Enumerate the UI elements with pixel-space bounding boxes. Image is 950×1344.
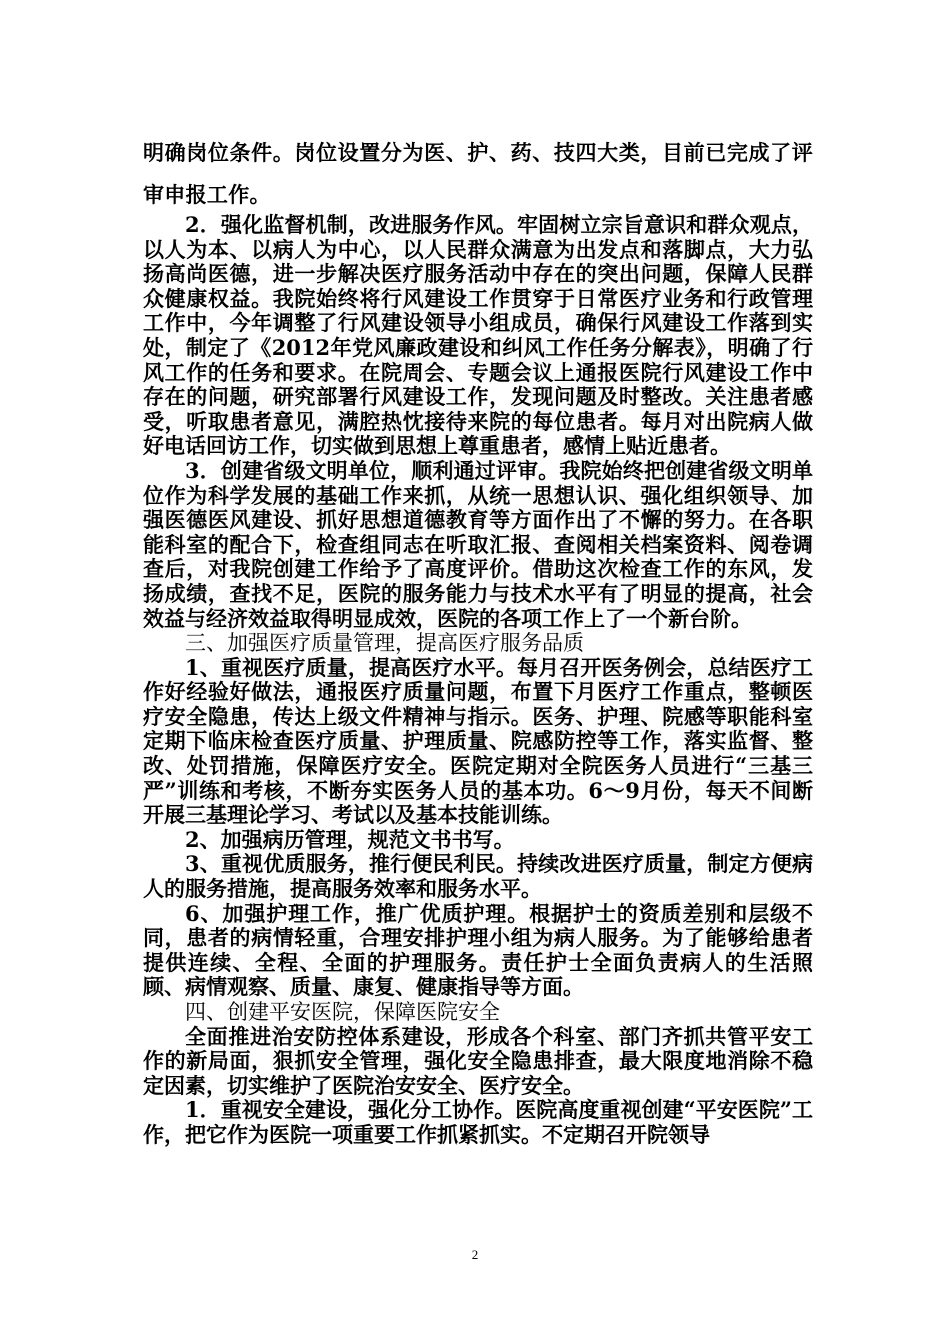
paragraph: 2．强化监督机制，改进服务作风。牢固树立宗旨意识和群众观点，以人为本、以病人为中心，以人民群众满意为出发点和落脚点，大力弘扬高尚医德，进一步解决医疗服务活动中存在的突出问题，保障人民群众健康权益。我院始终将行风建设工作贯穿于日常医疗业务和行政管理工作中，今年调整了行风建设领导小组成员，确保行风建设工作落到实处，制定了《2012年党风廉政建设和纠风工作任务分解表》，明确了行风工作的任务和要求。在院周会、专题会议上通报医院行风建设工作中存在的问题，研究部署行风建设工作，发现问题及时整改。关注患者感受，听取患者意见，满腔热忱接待来院的每位患者。每月对出院病人做好电话回访工作，切实做到思想上尊重患者，感情上贴近患者。: [143, 212, 813, 459]
paragraph: 1．重视安全建设，强化分工协作。医院高度重视创建“平安医院”工作，把它作为医院一项重要工作抓紧抓实。不定期召开院领导: [143, 1097, 813, 1147]
paragraph: 3．创建省级文明单位，顺利通过评审。我院始终把创建省级文明单位作为科学发展的基础工作来抓，从统一思想认识、强化组织领导、加强医德医风建设、抓好思想道德教育等方面作出了不懈的努力。在各职能科室的配合下，检查组同志在听取汇报、查阅相关档案资料、阅卷调查后，对我院创建工作给予了高度评价。借助这次检查工作的东风，发扬成绩，查找不足，医院的服务能力与技术水平有了明显的提高，社会效益与经济效益取得明显成效，医院的各项工作上了一个新台阶。: [143, 457, 813, 631]
document-body: [143, 135, 813, 1148]
lead-line: 明确岗位条件。岗位设置分为医、护、药、技四大类，目前已完成了评: [143, 140, 813, 165]
paragraph: 2、加强病历管理，规范文书书写。: [185, 826, 515, 852]
lead-line: 审申报工作。: [143, 182, 271, 207]
section-heading: 三、加强医疗质量管理，提高医疗服务品质: [185, 631, 584, 656]
paragraph: 6、加强护理工作，推广优质护理。根据护士的资质差别和层级不同，患者的病情轻重，合理安排护理小组为病人服务。为了能够给患者提供连续、全程、全面的护理服务。责任护士全面负责病人的生活照顾、病情观察、质量、康复、健康指导等方面。: [143, 900, 813, 1000]
section-heading: 四、创建平安医院，保障医院安全: [185, 1000, 500, 1024]
paragraph: 全面推进治安防控体系建设，形成各个科室、部门齐抓共管平安工作的新局面，狠抓安全管理，强化安全隐患排查，最大限度地消除不稳定因素，切实维护了医院治安安全、医疗安全。: [143, 1023, 813, 1098]
page-number: 2: [471, 1247, 479, 1262]
paragraph: 1、重视医疗质量，提高医疗水平。每月召开医务例会，总结医疗工作好经验好做法，通报医疗质量问题，布置下月医疗工作重点，整顿医疗安全隐患，传达上级文件精神与指示。医务、护理、院感等职能科室定期下临床检查医疗质量、护理质量、院感防控等工作，落实监督、整改、处罚措施，保障医疗安全。医院定期对全院医务人员进行“三基三严”训练和考核，不断夯实医务人员的基本功。6～9月份，每天不间断开展三基理论学习、考试以及基本技能训练。: [143, 654, 813, 828]
paragraph: 3、重视优质服务，推行便民利民。持续改进医疗质量，制定方便病人的服务措施，提高服务效率和服务水平。: [143, 851, 813, 902]
